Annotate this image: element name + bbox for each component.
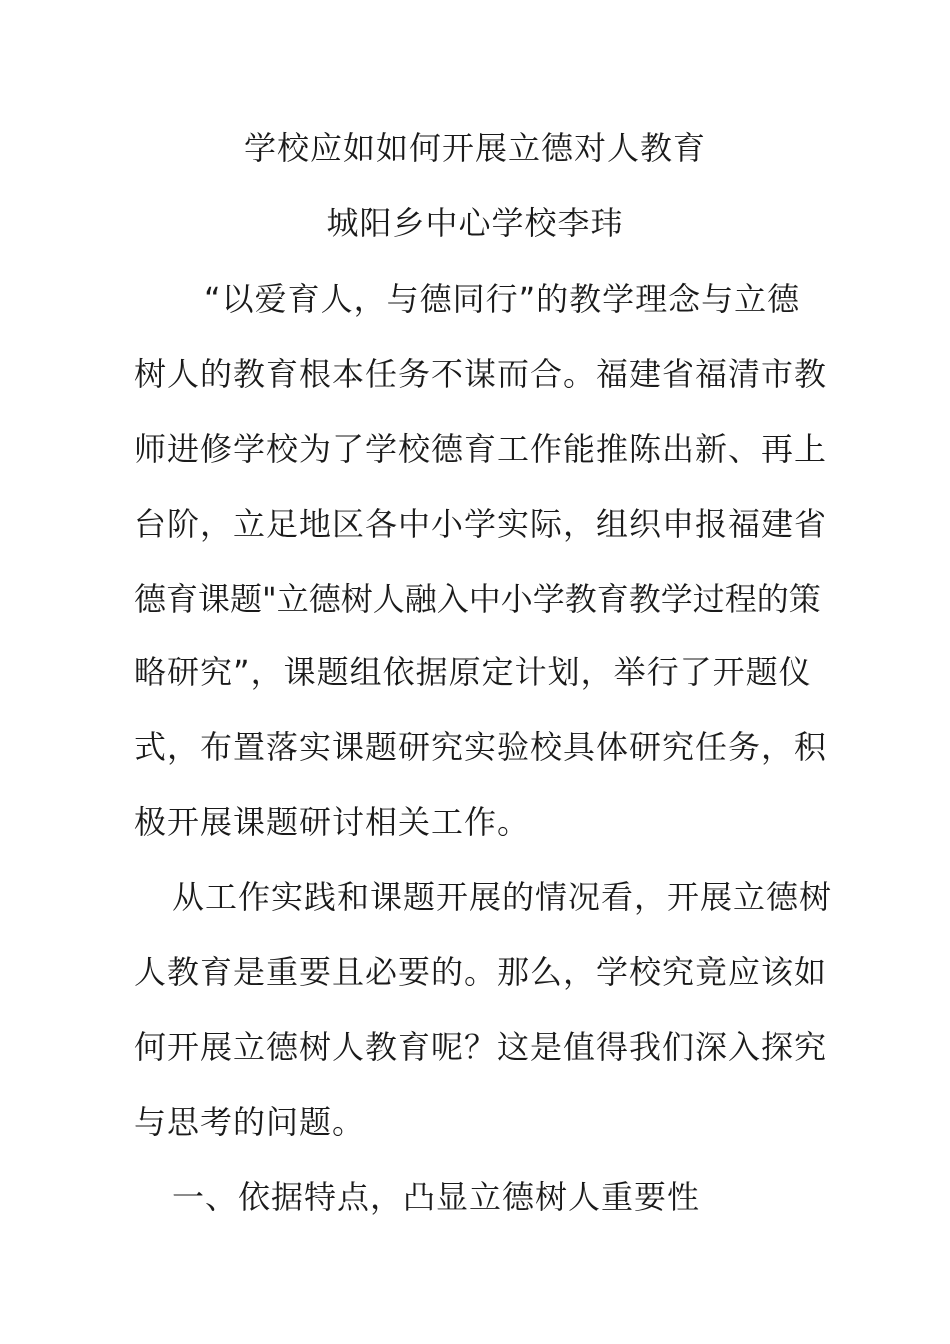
paragraph-line: 台阶，立足地区各中小学实际，组织申报福建省 (134, 505, 828, 543)
section-heading: 一、依据特点，凸显立德树人重要性 (172, 1178, 701, 1216)
paragraph-line: 树人的教育根本任务不谋而合。福建省福清市教 (134, 355, 828, 393)
paragraph-line: 德育课题"立德树人融入中小学教育教学过程的策 (134, 580, 821, 618)
paragraph-line: 略研究”，课题组依据原定计划，举行了开题仪 (134, 653, 812, 691)
paragraph-line: 极开展课题研讨相关工作。 (134, 803, 531, 841)
paragraph-line: 何开展立德树人教育呢？这是值得我们深入探究 (134, 1028, 828, 1066)
paragraph-line: 式，布置落实课题研究实验校具体研究任务，积 (134, 728, 828, 766)
paragraph-line: 师进修学校为了学校德育工作能推陈出新、再上 (134, 430, 828, 468)
paragraph-line: 人教育是重要且必要的。那么，学校究竟应该如 (134, 953, 828, 991)
paragraph-line: “以爱育人，与德同行”的教学理念与立德 (204, 280, 801, 318)
author-line: 城阳乡中心学校李玮 (326, 204, 624, 242)
paragraph-line: 从工作实践和课题开展的情况看，开展立德树 (172, 878, 833, 916)
paragraph-line: 与思考的问题。 (134, 1103, 366, 1141)
document-title: 学校应如如何开展立德对人教育 (243, 129, 706, 167)
